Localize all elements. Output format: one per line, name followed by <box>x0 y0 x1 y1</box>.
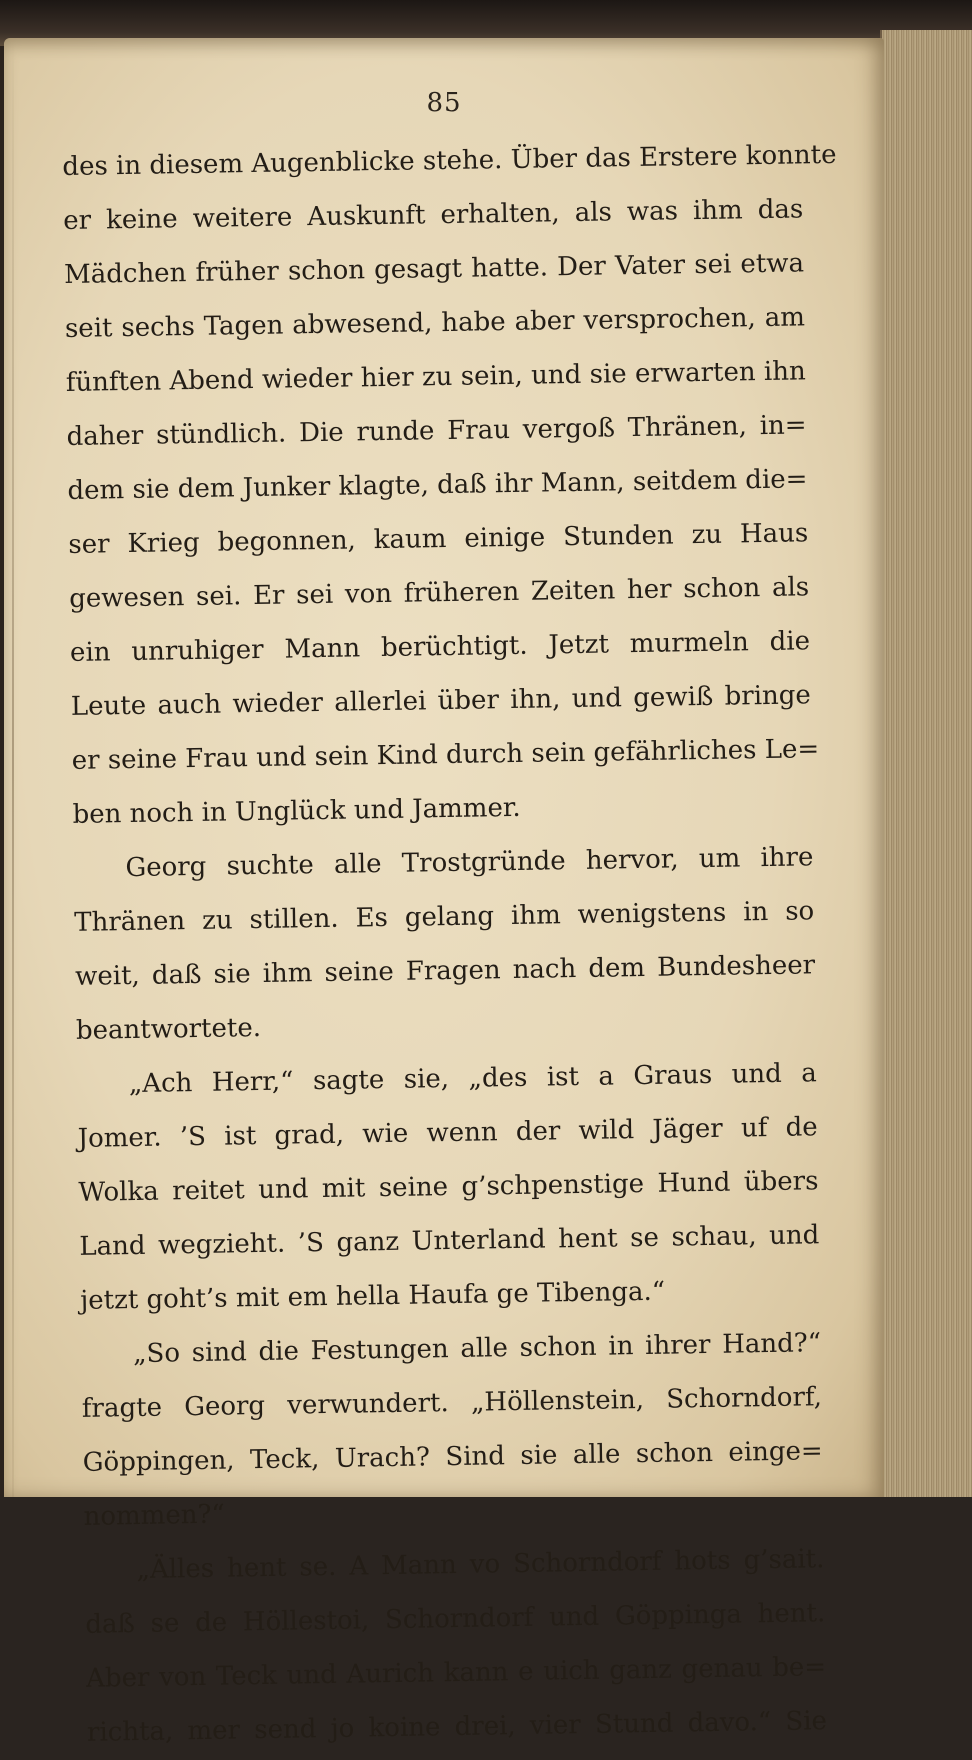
text-line: Göppingen, Teck, Urach? Sind sie alle schon einge= <box>82 1436 823 1478</box>
text-line: Jomer. ’S ist grad, wie wenn der wild Jäger uf de <box>77 1112 818 1154</box>
text-line: nommen?“ <box>83 1499 225 1532</box>
text-line: Leute auch wieder allerlei über ihn, und gewiß bringe <box>70 680 812 722</box>
text-line: gewesen sei. Er sei von früheren Zeiten her schon als <box>68 572 810 614</box>
text-line: des in diesem Augenblicke stehe. Über das Erstere konnte <box>62 139 837 182</box>
page-number: 85 <box>426 88 462 118</box>
text-line: ser Krieg begonnen, kaum einige Stunden zu Haus <box>68 518 809 560</box>
text-line: „Älles hent se. A Mann vo Schorndorf hots g’sait. <box>136 1544 825 1586</box>
text-line: dem sie dem Junker klagte, daß ihr Mann, seitdem die= <box>67 464 808 506</box>
text-line: daher stündlich. Die runde Frau vergoß Thränen, in= <box>66 410 807 452</box>
text-line: ein unruhiger Mann berüchtigt. Jetzt murmeln die <box>69 626 811 668</box>
page-fold-shadow <box>12 38 14 1497</box>
page-edges <box>880 30 972 1497</box>
text-line: Mädchen früher schon gesagt hatte. Der Vater sei etwa <box>63 248 805 290</box>
text-line: richta, mer send jo koine drei, vier Stund davo.“ Sie <box>86 1706 828 1748</box>
text-line: fünften Abend wieder hier zu sein, und sie erwarten ihn <box>65 356 806 398</box>
text-line: er seine Frau und sein Kind durch sein gefährliches Le= <box>71 734 820 776</box>
text-line: beantwortete. <box>75 1012 262 1046</box>
text-line: Wolka reitet und mit seine g’schpenstige Hund übers <box>78 1166 819 1208</box>
text-line: seit sechs Tagen abwesend, habe aber versprochen, am <box>64 302 806 344</box>
text-line: er keine weitere Auskunft erhalten, als was ihm das <box>63 194 804 236</box>
text-line: fragte Georg verwundert. „Höllenstein, Schorndorf, <box>81 1382 823 1424</box>
book-page <box>4 38 884 1748</box>
text-line: Georg suchte alle Trostgründe hervor, um ihre <box>125 842 814 884</box>
text-line: Thränen zu stillen. Es gelang ihm wenigstens in so <box>74 896 815 938</box>
text-line: weit, daß sie ihm seine Fragen nach dem Bundesheer <box>74 950 816 992</box>
text-line: daß se de Höllestoi, Schorndorf und Göppinga hent. <box>85 1598 826 1640</box>
body-text <box>62 128 837 1759</box>
text-line: Aber von Teck und Aurich kann e uich ganz genau be= <box>85 1652 827 1694</box>
text-line: jetzt goht’s mit em hella Haufa ge Tibenga.“ <box>80 1276 666 1316</box>
text-line: „So sind die Festungen alle schon in ihrer Hand?“ <box>132 1328 822 1370</box>
text-line: ben noch in Unglück und Jammer. <box>72 792 521 830</box>
text-line: Land wegzieht. ’S ganz Unterland hent se schau, und <box>79 1220 820 1262</box>
text-line: „Ach Herr,“ sagte sie, „des ist a Graus und a <box>128 1058 817 1100</box>
